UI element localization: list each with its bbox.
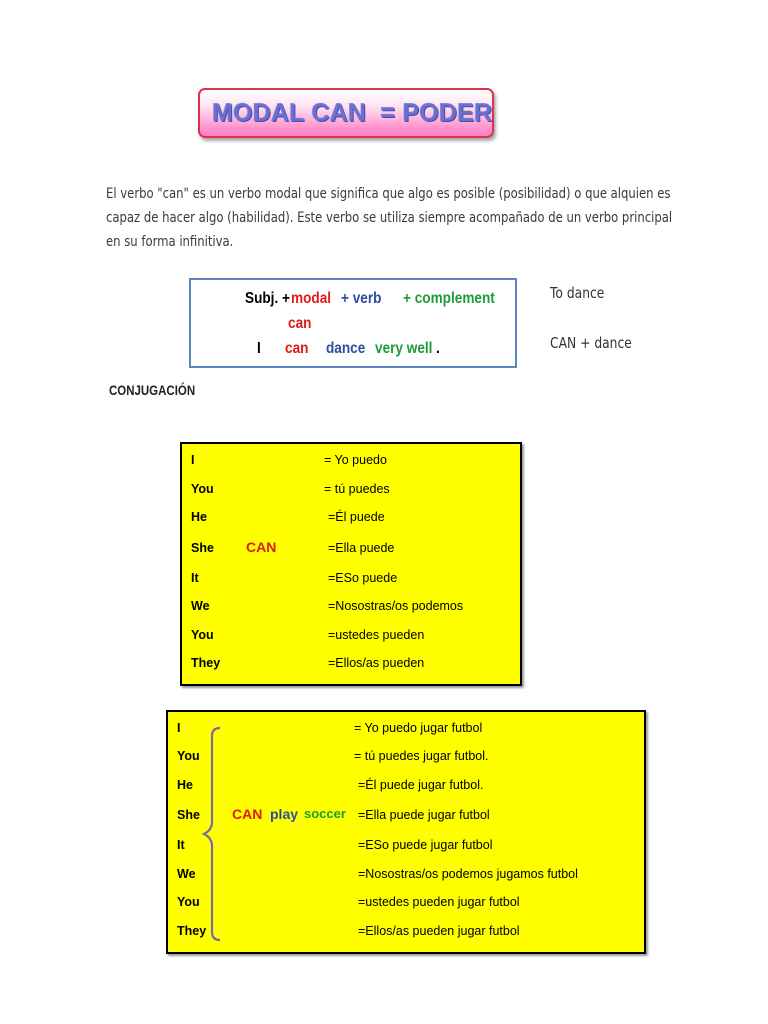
formula-verb: + verb — [341, 290, 382, 307]
table2-pronoun: She — [177, 808, 200, 822]
intro-line: en su forma infinitiva. — [106, 234, 234, 250]
table1-pronoun: He — [191, 510, 207, 524]
table1-pronoun: You — [191, 628, 214, 642]
table2-soccer-label: soccer — [304, 806, 346, 821]
table1-translation: = tú puedes — [324, 482, 390, 496]
table2-translation: = Yo puedo jugar futbol — [354, 721, 483, 735]
table2-translation: =ESo puede jugar futbol — [358, 838, 493, 852]
table1-pronoun: She — [191, 541, 214, 555]
formula-complement: + complement — [403, 290, 495, 307]
example-verb: dance — [326, 340, 366, 357]
table2-pronoun: They — [177, 924, 207, 938]
table2-pronoun: You — [177, 895, 200, 909]
table1-pronoun: We — [191, 599, 210, 613]
intro-line: capaz de hacer algo (habilidad). Este verbo se utiliza siempre acompañado de un verbo principal — [106, 210, 673, 226]
table2-play-label: play — [270, 806, 299, 822]
example-complement: very well — [375, 340, 433, 357]
table2-translation: =Ella puede jugar futbol — [358, 808, 490, 822]
table2-pronoun: You — [177, 749, 200, 763]
table2-pronoun: He — [177, 778, 193, 792]
conjugation-table-basic — [180, 442, 522, 686]
intro-line: El verbo "can" es un verbo modal que significa que algo es posible (posibilidad) o que alquien es — [106, 186, 671, 202]
example-period: . — [436, 340, 440, 357]
table2-translation: =ustedes pueden jugar futbol — [358, 895, 520, 909]
table2-pronoun: I — [177, 721, 181, 735]
table1-pronoun: You — [191, 482, 214, 496]
table1-translation: =Ella puede — [328, 541, 395, 555]
table2-translation: =Nosostras/os podemos jugamos futbol — [358, 867, 578, 881]
table2-translation: =Él puede jugar futbol. — [358, 778, 484, 792]
conjugation-table-example — [166, 710, 646, 954]
table2-can-label: CAN — [232, 806, 263, 822]
formula-modal: modal — [291, 290, 332, 307]
table1-translation: =Ellos/as pueden — [328, 656, 425, 670]
conjugation-heading: CONJUGACIÓN — [109, 382, 196, 398]
table1-translation: =Nosostras/os podemos — [328, 599, 464, 613]
table1-can-label: CAN — [246, 539, 277, 555]
table2-pronoun: It — [177, 838, 185, 852]
note-can-dance: CAN + dance — [550, 334, 632, 352]
table1-pronoun: They — [191, 656, 221, 670]
table2-translation: =Ellos/as pueden jugar futbol — [358, 924, 520, 938]
table1-translation: =ESo puede — [328, 571, 398, 585]
table2-translation: = tú puedes jugar futbol. — [354, 749, 489, 763]
intro-paragraph — [106, 182, 729, 254]
table2-pronoun: We — [177, 867, 196, 881]
table1-translation: =ustedes pueden — [328, 628, 425, 642]
formula-can-label: can — [288, 315, 312, 332]
table1-translation: = Yo puedo — [324, 453, 387, 467]
formula-box — [189, 278, 517, 368]
table1-pronoun: It — [191, 571, 199, 585]
page-title: MODAL CAN = PODER — [212, 99, 493, 127]
brace-icon — [202, 726, 232, 942]
example-can: can — [285, 340, 309, 357]
formula-subject: Subj. + — [245, 290, 290, 307]
table1-translation: =Él puede — [328, 510, 385, 524]
note-to-dance: To dance — [550, 284, 605, 302]
example-subject: I — [257, 340, 261, 357]
table1-pronoun: I — [191, 453, 195, 467]
title-banner — [198, 88, 494, 138]
